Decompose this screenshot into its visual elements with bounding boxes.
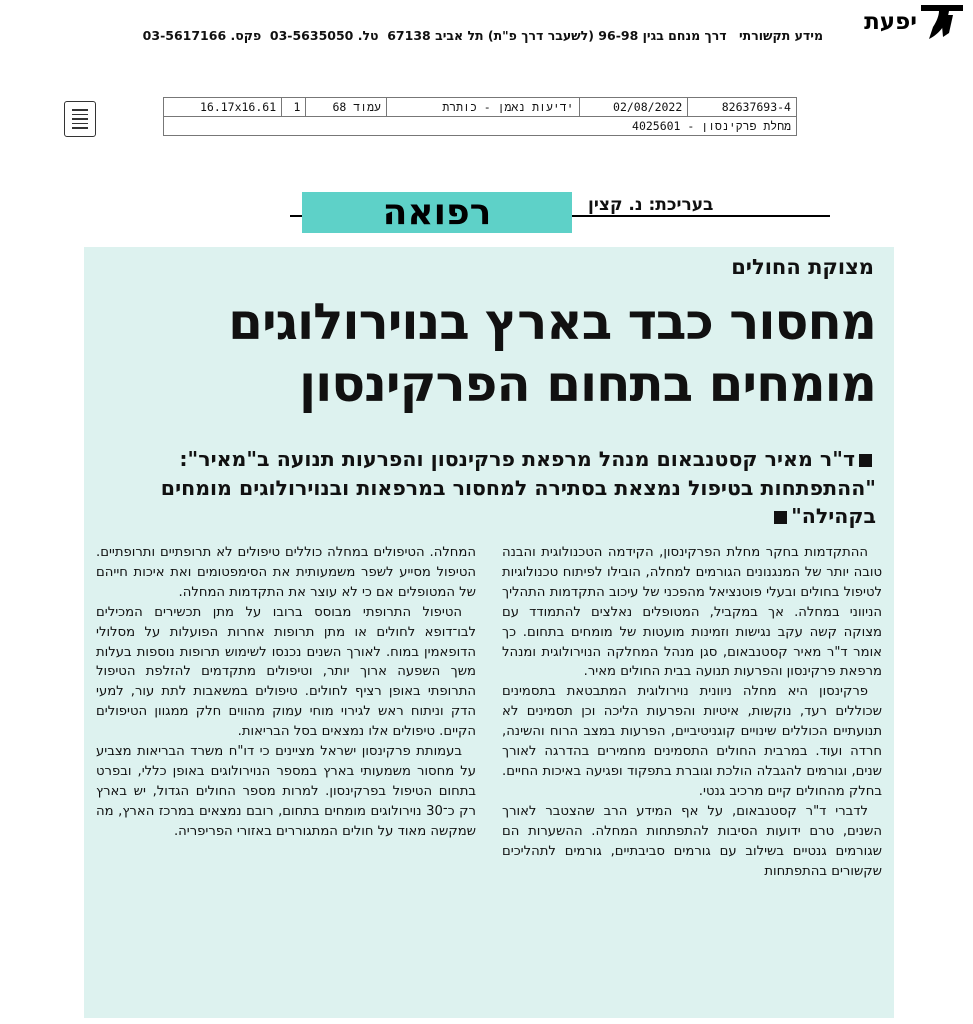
clip-meta-table <box>163 97 797 136</box>
section-editor: בעריכת: נ. קצין <box>588 195 714 215</box>
article-body <box>96 543 882 1012</box>
bullet-square-icon <box>774 511 787 524</box>
headline-line: מחסור כבד בארץ בנוירולוגים <box>228 293 876 351</box>
bullet-square-icon <box>859 454 872 467</box>
brand-tagline: מידע תקשורתי <box>738 28 823 43</box>
divider <box>290 215 302 217</box>
address: דרך מנחם בגין 96-98 (לשעבר דרך פ"ת) תל אביב 67138 <box>387 28 727 43</box>
paragraph: לדברי ד"ר קסטנבאום, על אף המידע הרב שהצטבר לאורך השנים, טרם ידועות הסיבות להתפתחות המחלה. ההשערות הם שגורמים גנטיים בשילוב עם גורמים סביבתיים, גורמים לתהליכים שקשורים בהתפתחות <box>502 803 882 879</box>
clip-date: 02/08/2022 <box>579 98 688 117</box>
clip-page: עמוד 68 <box>306 98 386 117</box>
paragraph: ההתקדמות בחקר מחלת הפרקינסון, הקידמה הטכנולוגית והבנה טובה יותר של המנגנונים הגורמים למחלה, הובילו לפיתוח טכנולוגיות לטיפול בחולים ובעלי פוטנציאל מהפכני של עיכוב התקדמות התהליך הניווני במחלה. אך במקביל, המטופלים נאלצים להתמודד עם מצוקה קשה עקב נגישות וזמינות מועטות של מומחים בתחום. כך אומר ד"ר מאיר קסטנבאום, סגן מנהל המחלקה הנוירולוגית ומנהל מרפאת פרקינסון והפרעות תנועה בבית החולים מאיר. <box>502 545 882 680</box>
clip-subject: מחלת פרקינסון - 4025601 <box>164 117 797 136</box>
headline-line: מומחים בתחום הפרקינסון <box>298 355 876 413</box>
clip-size: 16.17x16.61 <box>164 98 282 117</box>
divider <box>572 215 830 217</box>
contact-line <box>143 28 823 43</box>
phone: טל. 03-5635050 <box>269 28 379 43</box>
paragraph: המחלה. הטיפולים במחלה כוללים טיפולים לא תרופתיים ותרופתיים. הטיפול מסייע לשפר משמעותית את הסימפטומים ואת איכות חייהם של המטופלים אם כי לא עוצר את התקדמות המחלה. <box>96 545 476 600</box>
brand-name: יפעת <box>864 9 917 35</box>
article-subhead <box>96 445 876 531</box>
article-kicker: מצוקת החולים <box>731 255 874 279</box>
section-title-box <box>302 192 572 233</box>
paragraph: הטיפול התרופתי מבוסס ברובו על מתן תכשירים המכילים לבו־דופא לחולים או מתן תרופות אחרות הפועלות על מסלולי הדופאמין במוח. לאורך השנים נכנסו לשימוש תרופות נוספות בעלות משך השפעה ארוך יותר, וטיפולים מתקדמים להזלפת הטיפול התרופתי באופן רציף לחולים. טיפולים במשאבות לתת עור, למעי הדק וניתוח ראש לגירוי מוחי עמוק מהווים חלק ממגוון הטיפולים הקיים. טיפולים אלו נמצאים בסל הבריאות. <box>96 604 476 740</box>
body-column-right <box>502 543 882 1012</box>
brand-header <box>864 2 965 42</box>
article-headline <box>96 291 876 415</box>
section-title: רפואה <box>382 192 492 233</box>
clip-id: 82637693-4 <box>688 98 797 117</box>
yifat-logo-icon <box>919 3 965 41</box>
paragraph: פרקינסון היא מחלה ניוונית נוירולוגית המתבטאת בתסמינים שכוללים רעד, נוקשות, איטיות והפרעות הליכה וכן תסמינים לא תנועתיים הכוללים שינויים קוגניטיביים, הפרעות במצב הרוח והשינה, חרדה ועוד. במרבית החולים התסמינים מחמירים בהדרגה לאורך שנים, וגורמים להגבלה הולכת וגוברת בתפקוד ופגיעה באיכות החיים. בחלק מהחולים קיים מרכיב גנטי. <box>502 684 882 799</box>
paragraph: בעמותת פרקינסון ישראל מציינים כי דו"ח משרד הבריאות מצביע על מחסור משמעותי בארץ במספר הנוירולוגים באופן כללי, ובפרט בתחום הטיפול בפרקינסון. למרות מספר החולים הגדול, יש בארץ רק כ־30 נוירולוגים מומחים בתחום, רובם נמצאים במרכז הארץ, מה שמקשה מאוד על חולים המתגוררים באזורי הפריפריה. <box>96 744 476 839</box>
fax: פקס. 03-5617166 <box>142 28 262 43</box>
body-column-left <box>96 543 476 1012</box>
subhead-text: ד"ר מאיר קסטנבאום מנהל מרפאת פרקינסון והפרעות תנועה ב"מאיר": "ההתפתחות בטיפול נמצאת בסתירה למחסור במרפאות ובנוירולוגים מומחים בקהילה" <box>160 447 876 528</box>
clip-source: ידיעות נאמן - כותרת <box>386 98 579 117</box>
clip-count: 1 <box>282 98 306 117</box>
document-icon[interactable] <box>64 101 96 137</box>
article <box>84 247 894 1018</box>
